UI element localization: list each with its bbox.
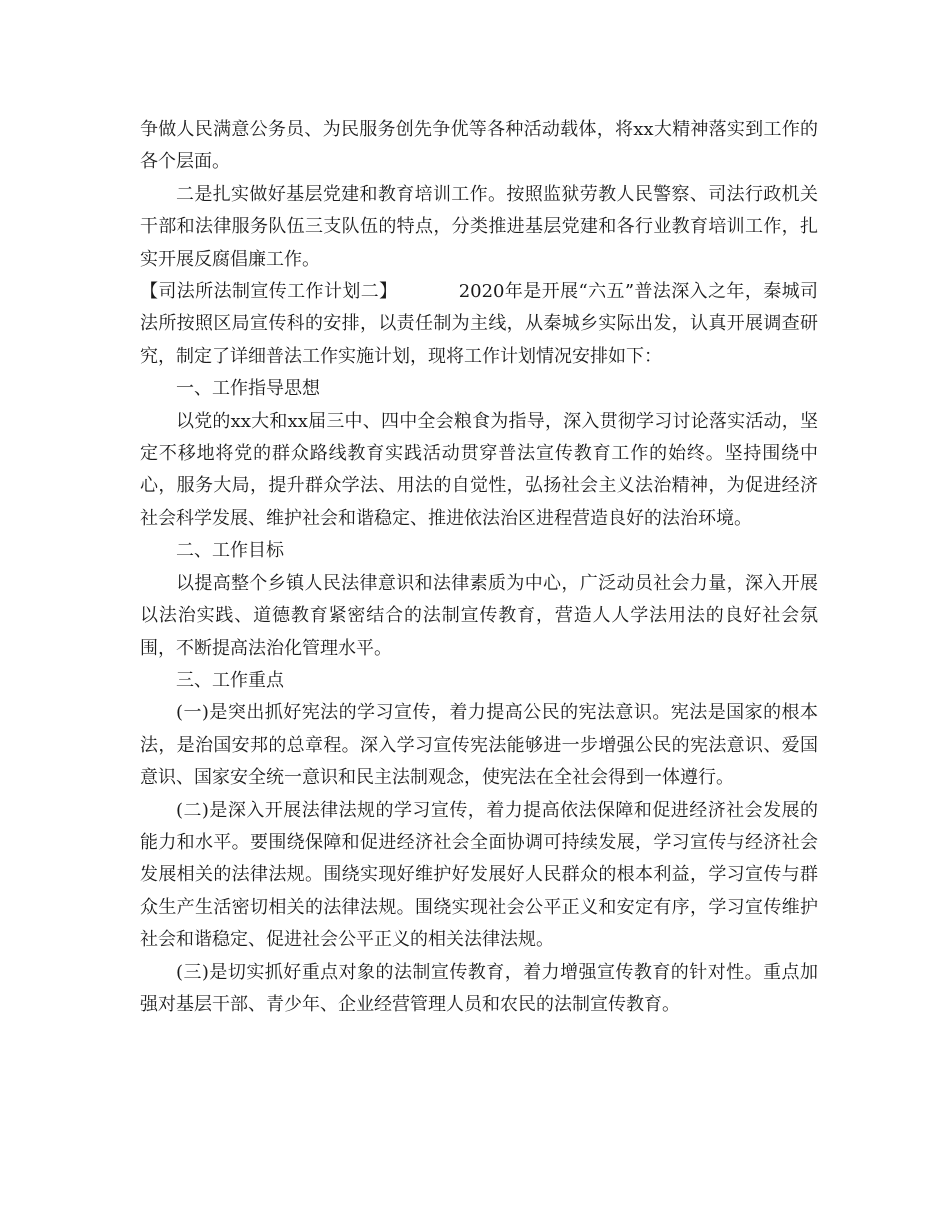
section-title: 【司法所法制宣传工作计划二】: [140, 281, 398, 303]
heading-guiding-ideology: 一、工作指导思想: [176, 378, 320, 400]
paragraph-focus-two: (二)是深入开展法律法规的学习宣传，着力提高依法保障和促进经济社会发展的能力和水平。要围绕保障和促进经济社会全面协调可持续发展，学习宣传与经济社会发展相关的法律法规。围绕实现好维护好发展好人民群众的根本利益，学习宣传与群众生产生活密切相关的法律法规。围绕实现社会公平正义和安定有序，学习宣传维护社会和谐稳定、促进社会公平正义的相关法律法规。: [140, 799, 818, 951]
paragraph-focus-three: (三)是切实抓好重点对象的法制宣传教育，着力增强宣传教育的针对性。重点加强对基层干部、青少年、企业经营管理人员和农民的法制宣传教育。: [140, 961, 818, 1015]
heading-work-goals: 二、工作目标: [176, 540, 284, 562]
document-body: [140, 114, 818, 1021]
section-title-gap: [398, 281, 459, 302]
paragraph-plan-two: [140, 276, 818, 373]
paragraph-focus-one: (一)是突出抓好宪法的学习宣传，着力提高公民的宪法意识。宪法是国家的根本法，是治国安邦的总章程。深入学习宣传宪法能够进一步增强公民的宪法意识、爱国意识、国家安全统一意识和民主法制观念，使宪法在全社会得到一体遵行。: [140, 702, 818, 789]
paragraph-guiding-ideology: 以党的xx大和xx届三中、四中全会粮食为指导，深入贯彻学习讨论落实活动，坚定不移地将党的群众路线教育实践活动贯穿普法宣传教育工作的始终。坚持围绕中心，服务大局，提升群众学法、用法的自觉性，弘扬社会主义法治精神，为促进经济社会科学发展、维护社会和谐稳定、推进依法治区进程营造良好的法治环境。: [140, 410, 818, 529]
heading-work-focus: 三、工作重点: [176, 669, 284, 691]
paragraph-work-goals: 以提高整个乡镇人民法律意识和法律素质为中心，广泛动员社会力量，深入开展以法治实践、道德教育紧密结合的法制宣传教育，营造人人学法用法的良好社会氛围，不断提高法治化管理水平。: [140, 572, 818, 659]
plan-intro: 2020年是开展“六五”普法深入之年，秦城司法所按照区局宣传科的安排，以责任制为主线，从秦城乡实际出发，认真开展调查研究，制定了详细普法工作实施计划，现将工作计划情况安排如下：: [140, 281, 819, 367]
paragraph-party-building: 二是扎实做好基层党建和教育培训工作。按照监狱劳教人民警察、司法行政机关干部和法律服务队伍三支队伍的特点，分类推进基层党建和各行业教育培训工作，扎实开展反腐倡廉工作。: [140, 183, 818, 270]
paragraph-continuation: 争做人民满意公务员、为民服务创先争优等各种活动载体，将xx大精神落实到工作的各个层面。: [140, 119, 818, 173]
